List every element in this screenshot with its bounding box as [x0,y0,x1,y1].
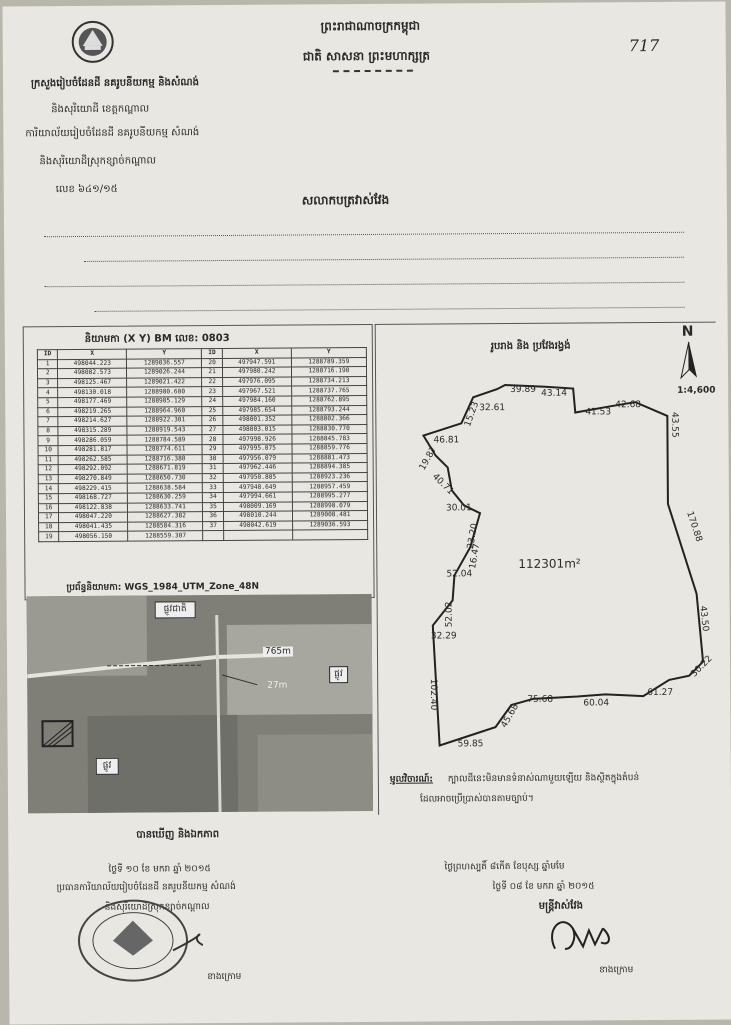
table-cell [223,530,292,540]
col-id-1: ID [37,350,57,360]
document-title: សលាកបត្រវាស់វែង [301,192,390,208]
table-cell: 498122.838 [59,503,128,513]
document-sheet [2,1,731,1024]
table-cell: 497980.242 [222,367,291,377]
surveyor-signature [543,908,623,959]
table-cell: 37 [203,521,223,531]
table-cell: 498047.220 [59,512,128,522]
edge-label: 59.85 [457,739,484,750]
table-cell: 30 [203,454,223,464]
approval-office: ប្រធានការិយាល័យរៀបចំដែនដី នគរូបនីយកម្ម សំណង់ [56,881,236,894]
header-divider [333,70,413,73]
table-cell: 6 [38,407,58,417]
table-cell: 497947.591 [222,358,291,368]
table-cell: 33 [203,483,223,493]
table-cell: 14 [38,484,58,494]
edge-label: 42.68 [615,400,642,411]
edge-label: 61.27 [647,687,674,699]
official-seal-stamp [73,895,204,986]
col-x-2: X [222,348,291,358]
table-cell: 3 [38,378,58,388]
table-cell: 8 [38,426,58,436]
dept-line2: ការិយាល័យរៀបចំដែនដី នគរូបនីយកម្ម សំណង់ [25,127,200,140]
table-cell: 20 [202,358,222,368]
table-cell: 1288881.473 [292,453,367,463]
table-cell: 498315.289 [58,426,127,436]
edge-label: 15.23 [463,400,482,429]
dept-line1: និងសុរិយោដី ខេត្តកណ្តាល [51,103,150,116]
plan-title: រូបរាង និង ប្រវែងរង្វង់ [490,340,571,353]
table-cell: 497998.926 [223,434,292,444]
surveyor-title: មន្ត្រីវាស់វែង [538,900,584,912]
parcel-label-box: ផ្លូវ [96,758,119,775]
table-cell: 21 [202,368,222,378]
table-cell: 5 [38,398,58,408]
scale-label: 1:4,600 [677,385,716,396]
edge-label: 45.68 [499,702,522,730]
table-row [39,530,368,542]
table-cell: 1288584.316 [128,521,203,531]
table-cell: 1288559.307 [128,531,203,541]
table-cell: 34 [203,492,223,502]
table-cell: 12 [38,465,58,475]
table-cell [292,530,367,540]
table-cell: 1288627.382 [128,512,203,522]
aerial-photo [27,594,374,813]
table-cell [203,531,223,541]
distance-label-2: 27m [267,680,288,691]
table-cell: 15 [38,494,58,504]
table-cell: 498219.265 [58,407,127,417]
edge-label: 16.47 [468,542,483,570]
table-cell: 498082.573 [58,368,127,378]
table-cell: 1289026.244 [127,368,202,378]
table-cell: 497994.661 [223,492,292,502]
intro-lines [44,208,685,312]
table-cell: 498286.059 [58,436,127,446]
edge-label: 30.01 [445,503,472,514]
edge-label: 52.02 [444,601,455,628]
distance-label: 765m [264,646,291,657]
table-cell: 498270.849 [59,474,128,484]
edge-label: 60.04 [583,698,610,709]
col-y-1: Y [127,349,202,359]
edge-label: 30.22 [689,653,715,680]
table-cell: 24 [202,396,222,406]
table-cell: 17 [38,513,58,523]
table-cell: 1288964.960 [127,406,202,416]
kingdom-header: ព្រះរាជាណាចក្រកម្ពុជា [320,18,421,34]
table-cell: 1288922.301 [127,416,202,426]
edge-label: 43.14 [541,388,567,399]
table-cell: 498003.015 [223,425,292,435]
edge-label: 23.20 [465,522,481,550]
table-cell: 1288957.459 [292,482,367,492]
table-cell: 498042.619 [223,521,292,531]
table-cell: 497967.521 [222,386,291,396]
edge-label: 46.81 [433,435,460,446]
edge-label: 32.61 [479,403,506,414]
bottom-note-left: ខាងក្រោម [207,971,242,983]
table-cell: 1288762.895 [292,395,367,405]
col-x-1: X [58,349,127,359]
table-cell: 1288894.385 [292,463,367,473]
table-cell: 18 [39,522,59,532]
nation-header: ជាតិ សាសនា ព្រះមហាក្សត្រ [302,48,431,64]
table-cell: 1289021.422 [127,377,202,387]
table-cell: 1288793.244 [292,405,367,415]
table-cell: 498281.817 [58,445,127,455]
table-cell: 28 [202,435,222,445]
table-cell: 1288716.190 [291,367,366,377]
edge-label: 19.87 [417,444,440,473]
edge-label: 40.71 [430,471,456,498]
right-date-line-1: ថ្ងៃព្រហស្បតិ៍ ៨កើត ខែបុស្ស ឆ្នាំមមែ [444,861,565,873]
edge-label: 41.53 [585,407,612,418]
table-cell: 32 [203,473,223,483]
table-cell: 16 [38,503,58,513]
table-cell: 9 [38,436,58,446]
table-cell: 498056.150 [59,531,128,541]
approval-office-2: និងសុរិយោដីស្រុកខ្សាច់កណ្ដាល [104,902,210,913]
table-cell: 1288784.589 [127,435,202,445]
remark-text: ក្បាលដីនេះមិនមានទំនាស់ណាមួយឡើយ និងស្ថិតក្នុងតំបន់ [447,773,640,785]
table-cell: 10 [38,446,58,456]
table-cell: 1289036.593 [292,520,367,530]
table-cell: 1288671.819 [128,464,203,474]
table-cell: 497976.095 [222,377,291,387]
table-cell: 1288859.776 [292,443,367,453]
table-cell: 36 [203,512,223,522]
table-cell: 498130.018 [58,388,127,398]
table-cell: 497984.160 [222,396,291,406]
place-label-box: ផ្លូវ [329,666,348,683]
table-cell: 27 [202,425,222,435]
table-cell: 1288630.259 [128,493,203,503]
table-cell: 498041.435 [59,522,128,532]
table-cell: 1288650.730 [128,473,203,483]
remark-text-2: ដែលអាចប្រើប្រាស់បានតាមច្បាប់។ [419,793,534,805]
reference-number: លេខ ៦៤១/១៥ [55,183,118,196]
table-cell: 26 [202,416,222,426]
table-cell: 1288995.277 [292,491,367,501]
table-cell: 13 [38,474,58,484]
table-cell: 2 [37,369,57,379]
north-label: N [681,323,694,340]
table-cell: 31 [203,464,223,474]
edge-label: 75.68 [527,694,554,705]
table-cell: 1288716.380 [127,454,202,464]
table-cell: 1288985.129 [127,397,202,407]
edge-label: 52.04 [446,569,473,580]
table-cell: 1288734.213 [291,376,366,386]
table-cell: 1288774.611 [127,445,202,455]
table-cell: 35 [203,502,223,512]
table-cell: 497962.446 [223,463,292,473]
bottom-note-right: ខាងក្រោម [599,965,634,976]
table-cell: 1288830.770 [292,424,367,434]
projection-label: ប្រព័ន្ធនិយាមកា: WGS_1984_UTM_Zone_48N [66,581,260,594]
table-cell: 1288789.359 [291,357,366,367]
edge-label: 39.89 [510,384,536,396]
table-cell: 498292.092 [58,464,127,474]
table-cell: 1288633.741 [128,502,203,512]
table-cell: 497950.805 [223,473,292,483]
edge-label: 32.29 [430,631,457,642]
col-y-2: Y [291,348,366,358]
table-cell: 29 [202,444,222,454]
table-cell: 498262.585 [58,455,127,465]
table-cell: 1288638.584 [128,483,203,493]
aerial-photo-image [27,594,374,813]
table-cell: 1288980.600 [127,387,202,397]
edge-label: 43.50 [697,605,711,633]
col-id-2: ID [202,349,222,359]
table-cell: 498214.627 [58,416,127,426]
table-cell: 1288998.079 [292,501,367,511]
table-cell: 1288845.783 [292,434,367,444]
coordinates-body [37,357,367,542]
table-cell: 497985.654 [223,406,292,416]
parcel-area: 112301m² [518,556,581,571]
table-cell: 4 [38,388,58,398]
approval-title: បានឃើញ និងឯកភាព [136,829,220,841]
table-cell: 1288737.765 [291,386,366,396]
edge-label: 43.55 [669,411,680,438]
right-date-line-2: ថ្ងៃទី ០៨ ខែ មករា ឆ្នាំ ២០១៥ [492,881,595,893]
table-cell: 498009.169 [223,502,292,512]
table-cell: 19 [39,532,59,542]
table-cell: 11 [38,455,58,465]
table-cell: 1288802.366 [292,415,367,425]
coordinates-table [37,347,368,542]
edge-label: 102.40 [427,678,439,711]
table-cell: 497956.079 [223,454,292,464]
table-cell: 25 [202,406,222,416]
table-cell: 498001.352 [223,415,292,425]
dept-line3: និងសុរិយោដីស្រុកខ្សាច់កណ្ដាល [39,155,156,168]
remark-label: មូលវិចារណ៍: [389,774,434,785]
table-cell: 498044.223 [58,359,127,369]
table-cell: 1289036.557 [127,358,202,368]
coordinates-table-title: និយាមកា (X Y) BM លេខ: 0803 [84,332,230,345]
table-cell: 498229.415 [59,483,128,493]
table-cell: 23 [202,387,222,397]
edge-label: 170.88 [684,510,704,544]
table-cell: 1288919.543 [127,425,202,435]
ministry-line: ក្រសួងរៀបចំដែនដី នគរូបនីយកម្ម និងសំណង់ [30,77,199,90]
road-label-box: ផ្លូវជាតិ [155,601,196,618]
handwritten-number: 717 [628,35,660,56]
table-cell: 1288923.236 [292,472,367,482]
table-cell: 7 [38,417,58,427]
table-cell: 498125.467 [58,378,127,388]
table-cell: 498177.469 [58,397,127,407]
table-cell: 497995.075 [223,444,292,454]
approval-date: ថ្ងៃទី ១០ ខែ មករា ឆ្នាំ ២០១៥ [108,864,211,875]
table-cell: 497948.649 [223,482,292,492]
table-cell: 498168.727 [59,493,128,503]
table-cell: 1 [37,359,57,369]
table-cell: 22 [202,377,222,387]
table-cell: 498010.244 [223,511,292,521]
table-cell: 1289008.481 [292,511,367,521]
ministry-emblem-logo [65,16,121,68]
